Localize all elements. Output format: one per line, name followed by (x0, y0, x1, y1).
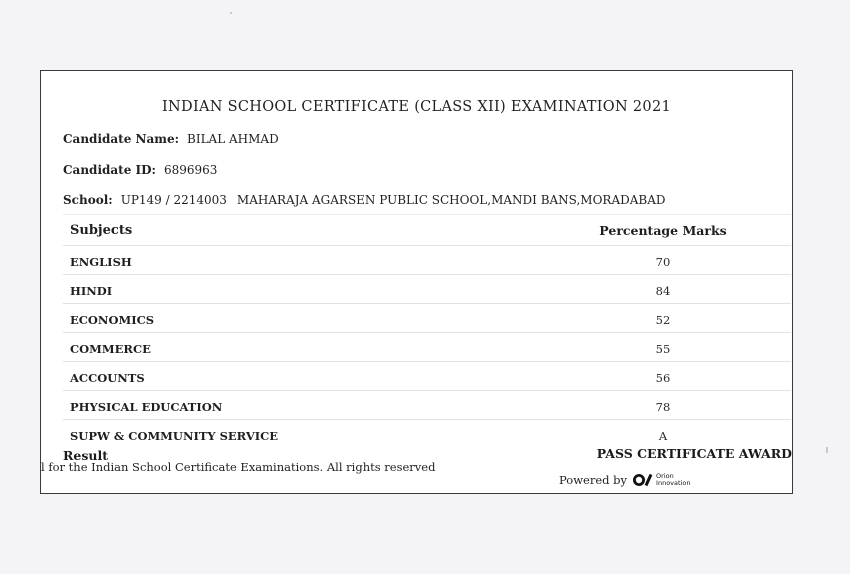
candidate-id-row (63, 163, 217, 177)
table-row (63, 245, 791, 274)
subject-name: ECONOMICS (70, 313, 155, 327)
subject-name: HINDI (70, 284, 113, 298)
table-row (63, 361, 791, 390)
orion-logo-wordmark (656, 473, 690, 487)
subject-name: PHYSICAL EDUCATION (70, 400, 223, 414)
orion-logo-icon (633, 473, 653, 487)
school-name: MAHARAJA AGARSEN PUBLIC SCHOOL,MANDI BANS,MORADABAD (236, 193, 666, 207)
subject-name: ENGLISH (70, 255, 132, 269)
table-row (63, 274, 791, 303)
table-row (63, 419, 791, 448)
subject-marks: 55 (655, 342, 671, 356)
candidate-name-value: BILAL AHMAD (187, 132, 279, 146)
subjects-header: Subjects (70, 223, 133, 238)
powered-by-label: Powered by (559, 473, 628, 487)
table-row (63, 332, 791, 361)
subject-marks: 52 (655, 313, 671, 327)
table-row (63, 303, 791, 332)
candidate-id-value: 6896963 (163, 163, 218, 177)
scan-artifact (826, 447, 828, 453)
logo-line1: Orion (656, 472, 674, 480)
result-value: PASS CERTIFICATE AWARD (596, 446, 792, 461)
copyright-notice: l for the Indian School Certificate Examinations. All rights reserved (41, 460, 436, 474)
candidate-name-row (63, 132, 279, 146)
candidate-id-label: Candidate ID: (63, 163, 156, 177)
orion-logo (633, 473, 690, 487)
subject-marks: 56 (655, 371, 671, 385)
subject-marks: A (658, 429, 668, 443)
logo-line2: Innovation (656, 479, 691, 487)
result-label: Result (63, 448, 108, 463)
marks-table (63, 214, 791, 448)
school-row (63, 193, 666, 207)
page-title: INDIAN SCHOOL CERTIFICATE (CLASS XII) EXAMINATION 2021 (162, 99, 671, 115)
subject-name: COMMERCE (70, 342, 151, 356)
subject-name: SUPW & COMMUNITY SERVICE (70, 429, 279, 443)
table-header-row (63, 214, 791, 245)
school-code: UP149 / 2214003 (120, 193, 227, 207)
subject-marks: 78 (655, 400, 671, 414)
percentage-marks-header: Percentage Marks (599, 223, 727, 238)
candidate-name-label: Candidate Name: (63, 132, 180, 146)
scan-artifact (230, 12, 232, 14)
result-card (40, 70, 793, 494)
school-label: School: (63, 193, 113, 207)
powered-by (559, 473, 690, 487)
subject-marks: 84 (655, 284, 671, 298)
subject-marks: 70 (655, 255, 671, 269)
table-row (63, 390, 791, 419)
subject-name: ACCOUNTS (70, 371, 145, 385)
